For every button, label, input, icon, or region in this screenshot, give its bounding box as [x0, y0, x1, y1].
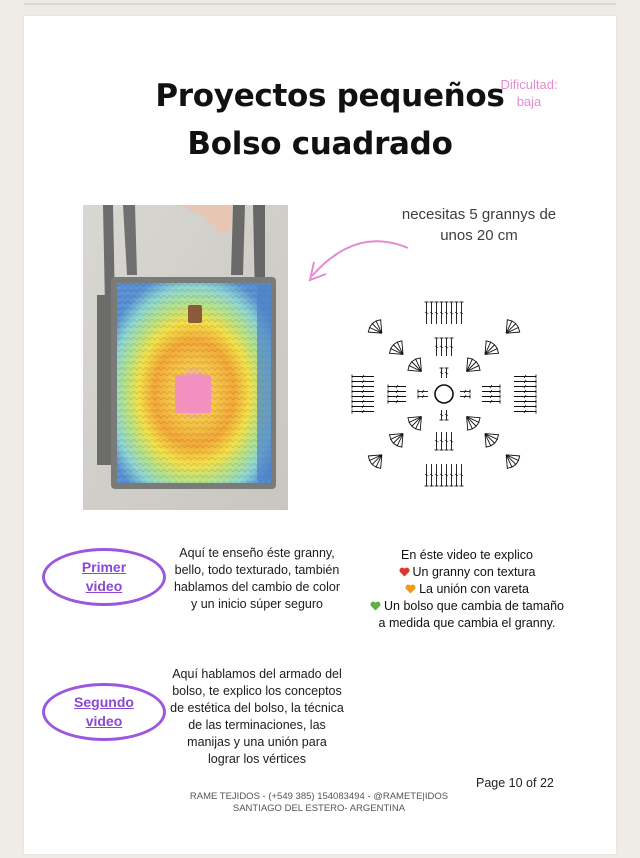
desc-line: bello, todo texturado, también — [174, 563, 340, 577]
segundo-video-description — [164, 666, 350, 768]
desc-line: manijas y una unión para — [187, 735, 327, 749]
segundo-video-label-1: Segundo — [74, 694, 134, 710]
footer-location: SANTIAGO DEL ESTERO- ARGENTINA — [232, 803, 406, 814]
primer-video-button[interactable] — [42, 548, 166, 606]
primer-video-label-2: video — [85, 578, 123, 594]
desc-line: Aquí hablamos del armado del — [172, 667, 342, 681]
list-item — [354, 564, 580, 581]
document-page — [24, 16, 616, 854]
page-title: Proyectos pequeños — [155, 78, 505, 114]
list-item — [354, 598, 580, 615]
difficulty-value: baja — [516, 94, 542, 109]
desc-line: bolso, te explico los conceptos — [172, 684, 342, 698]
footer — [154, 791, 484, 815]
video-explanation-list — [354, 547, 580, 632]
top-strip — [0, 0, 640, 14]
green-heart-icon — [370, 601, 381, 611]
orange-heart-icon — [405, 584, 416, 594]
desc-line: hablamos del cambio de color — [173, 580, 341, 594]
desc-line: de las terminaciones, las — [188, 718, 326, 732]
list-item-text: Un bolso que cambia de tamaño — [384, 599, 564, 613]
red-heart-icon — [399, 567, 410, 577]
list-item-text: La unión con vareta — [419, 582, 529, 596]
segundo-video-label-2: video — [85, 713, 123, 729]
difficulty-badge — [494, 76, 564, 110]
desc-line: Aquí te enseño éste granny, — [179, 546, 335, 560]
list-item-text: Un granny con textura — [412, 565, 536, 579]
crochet-diagram — [339, 294, 549, 494]
primer-video-description — [166, 545, 348, 613]
list-item — [354, 581, 580, 598]
bag-photo — [83, 205, 288, 510]
explain-tail: a medida que cambia el granny. — [378, 616, 556, 630]
page-number: Page 10 of 22 — [476, 776, 554, 790]
segundo-video-button[interactable] — [42, 683, 166, 741]
primer-video-label-1: Primer — [81, 559, 127, 575]
footer-contact: RAME TEJIDOS - (+549 385) 154083494 - @RAMETE|IDOS — [189, 791, 449, 802]
desc-line: lograr los vértices — [208, 752, 306, 766]
page-subtitle: Bolso cuadrado — [187, 126, 453, 162]
difficulty-label: Dificultad: — [500, 77, 558, 92]
materials-note: necesitas 5 grannys de unos 20 cm — [401, 206, 557, 244]
desc-line: de estética del bolso, la técnica — [170, 701, 344, 715]
previous-page-edge — [24, 3, 616, 5]
explain-intro: En éste video te explico — [400, 548, 534, 562]
desc-line: y un inicio súper seguro — [190, 597, 324, 611]
